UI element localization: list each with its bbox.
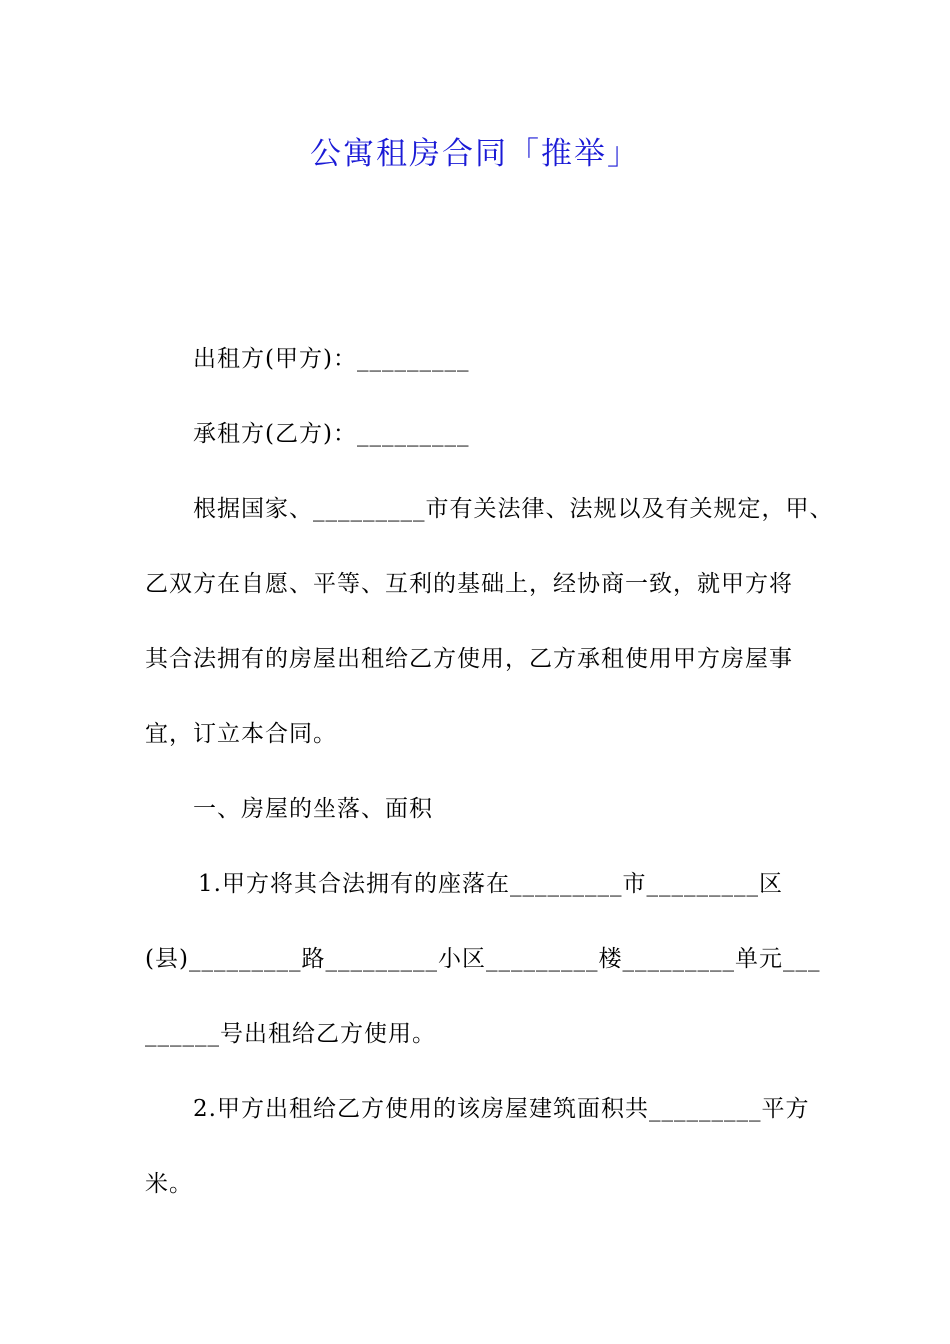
preamble-line-1: 根据国家、_________市有关法律、法规以及有关规定，甲、 xyxy=(193,496,834,522)
lessor-line: 出租方(甲方)：_________ xyxy=(193,346,470,372)
document-title: 公寓租房合同「推举」 xyxy=(310,136,640,172)
clause-2-line-2: 米。 xyxy=(145,1171,193,1197)
lessee-line: 承租方(乙方)：_________ xyxy=(193,421,470,447)
clause-1-line-1: 1.甲方将其合法拥有的座落在_________市_________区 xyxy=(198,871,783,897)
section-heading-1: 一、房屋的坐落、面积 xyxy=(193,796,433,822)
clause-1-line-2: (县)_________路_________小区_________楼_________单元___ xyxy=(145,946,821,972)
preamble-line-4: 宜，订立本合同。 xyxy=(145,721,337,747)
preamble-line-2: 乙双方在自愿、平等、互利的基础上，经协商一致，就甲方将 xyxy=(145,571,793,597)
clause-2-line-1: 2.甲方出租给乙方使用的该房屋建筑面积共_________平方 xyxy=(193,1096,810,1122)
preamble-line-3: 其合法拥有的房屋出租给乙方使用，乙方承租使用甲方房屋事 xyxy=(145,646,793,672)
clause-1-line-3: ______号出租给乙方使用。 xyxy=(145,1021,436,1047)
